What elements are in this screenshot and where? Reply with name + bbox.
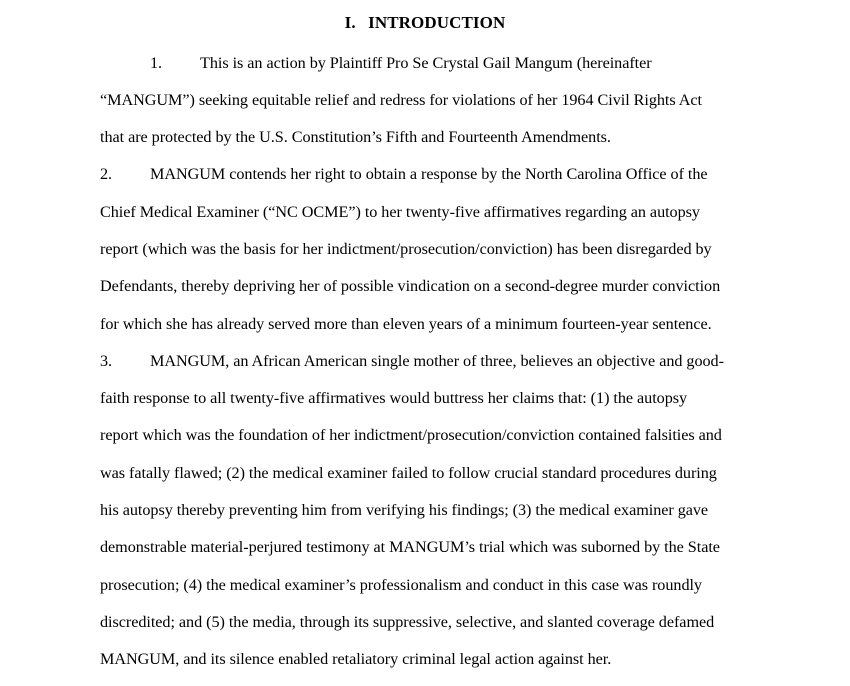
paragraph-line: discredited; and (5) the media, through its suppressive, selective, and slanted coverage defamed: [100, 613, 715, 631]
paragraph-line: Defendants, thereby depriving her of possible vindication on a second-degree murder conviction: [100, 277, 721, 295]
paragraph-line: his autopsy thereby preventing him from verifying his findings; (3) the medical examiner gave: [100, 501, 709, 519]
paragraph-line: [100, 351, 724, 371]
section-heading: [0, 13, 850, 33]
paragraph-number: 3.: [100, 352, 113, 370]
paragraph-line: MANGUM, and its silence enabled retaliatory criminal legal action against her.: [100, 650, 612, 668]
paragraph-line: prosecution; (4) the medical examiner’s professionalism and conduct in this case was roundly: [100, 576, 702, 594]
paragraph-line: Chief Medical Examiner (“NC OCME”) to her twenty-five affirmatives regarding an autopsy: [100, 203, 700, 221]
paragraph-line: [100, 164, 708, 184]
section-number: I.: [344, 13, 356, 32]
paragraph-line: [150, 53, 652, 73]
paragraph-line: “MANGUM”) seeking equitable relief and redress for violations of her 1964 Civil Rights Act: [100, 91, 702, 109]
paragraph-number: 1.: [150, 54, 163, 72]
paragraph-line: that are protected by the U.S. Constitution’s Fifth and Fourteenth Amendments.: [100, 128, 611, 146]
paragraph-line: faith response to all twenty-five affirmatives would buttress her claims that: (1) the autopsy: [100, 389, 688, 407]
paragraph-line: for which she has already served more than eleven years of a minimum fourteen-year sentence.: [100, 315, 712, 333]
paragraph-line: was fatally flawed; (2) the medical examiner failed to follow crucial standard procedures during: [100, 464, 717, 482]
paragraph-line: report which was the foundation of her indictment/prosecution/conviction contained falsities and: [100, 426, 722, 444]
paragraph-number: 2.: [100, 165, 113, 183]
line-text: This is an action by Plaintiff Pro Se Crystal Gail Mangum (hereinafter: [200, 54, 652, 72]
line-text: MANGUM, an African American single mother of three, believes an objective and good-: [150, 352, 724, 370]
section-title: INTRODUCTION: [368, 13, 506, 32]
line-text: MANGUM contends her right to obtain a response by the North Carolina Office of the: [150, 165, 708, 183]
paragraph-line: demonstrable material-perjured testimony at MANGUM’s trial which was suborned by the State: [100, 538, 720, 556]
paragraph-line: report (which was the basis for her indictment/prosecution/conviction) has been disregarded by: [100, 240, 712, 258]
